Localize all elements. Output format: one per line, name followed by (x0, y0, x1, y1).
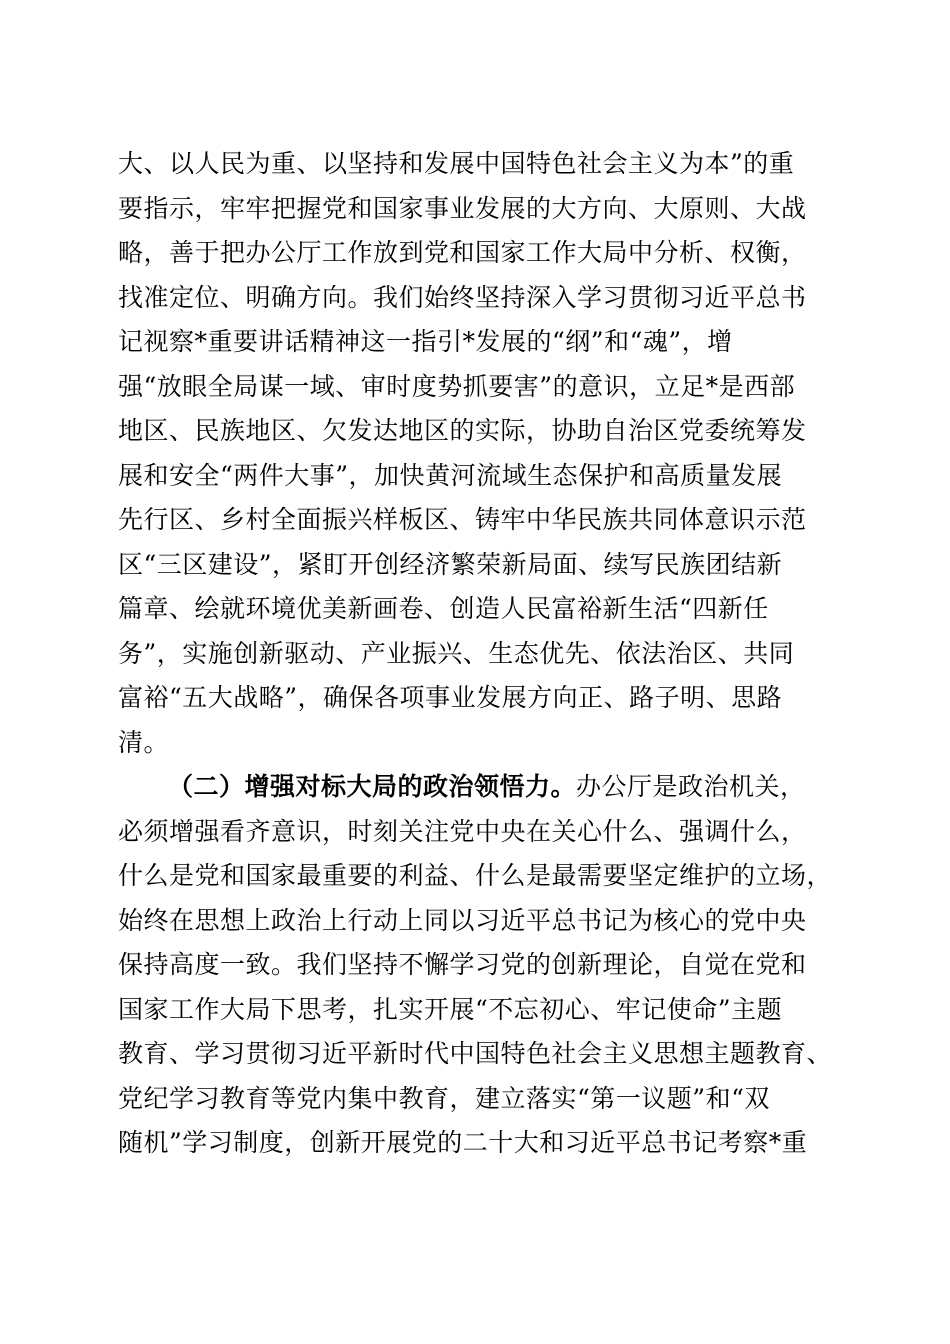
text-line: 展和安全“两件大事”，加快黄河流域生态保护和高质量发展 (118, 460, 783, 490)
text-line: 清。 (118, 727, 170, 757)
paragraph-2 (118, 765, 838, 1166)
text-line: 强“放眼全局谋一域、审时度势抓要害”的意识，立足*是西部 (118, 371, 796, 401)
text-line: 富裕“五大战略”，确保各项事业发展方向正、路子明、思路 (118, 683, 783, 712)
text-line: 篇章、绘就环境优美新画卷、创造人民富裕新生活“四新任 (118, 594, 769, 623)
text-line: 略，善于把办公厅工作放到党和国家工作大局中分析、权衡， (118, 238, 807, 267)
text-line: 务”，实施创新驱动、产业振兴、生态优先、依法治区、共同 (118, 638, 795, 668)
text-line: 地区、民族地区、欠发达地区的实际，协助自治区党委统筹发 (118, 416, 807, 445)
text-line: 什么是党和国家最重要的利益、什么是最需要坚定维护的立场， (118, 861, 833, 890)
text-line: 教育、学习贯彻习近平新时代中国特色社会主义思想主题教育、 (118, 1039, 833, 1068)
text-line: 国家工作大局下思考，扎实开展“不忘初心、牢记使命”主题 (118, 994, 783, 1024)
text-line: 找准定位、明确方向。我们始终坚持深入学习贯彻习近平总书 (118, 282, 807, 312)
text-line: 党纪学习教育等党内集中教育，建立落实“第一议题”和“双 (118, 1083, 770, 1113)
paragraph-1 (118, 142, 838, 765)
text-line: 保持高度一致。我们坚持不懈学习党的创新理论，自觉在党和 (118, 950, 807, 979)
text-line: 大、以人民为重、以坚持和发展中国特色社会主义为本”的重 (118, 149, 795, 178)
text-line: 随机”学习制度，创新开展党的二十大和习近平总书记考察*重 (118, 1128, 808, 1157)
text-span: 办公厅是政治机关， (576, 772, 806, 801)
section-heading: （二）增强对标大局的政治领悟力。 (168, 772, 577, 801)
text-line: 先行区、乡村全面振兴样板区、铸牢中华民族共同体意识示范 (118, 505, 807, 534)
text-line: 区“三区建设”，紧盯开创经济繁荣新局面、续写民族团结新 (118, 549, 783, 579)
text-line: 记视察*重要讲话精神这一指引*发展的“纲”和“魂”，增 (118, 327, 733, 356)
text-line: 始终在思想上政治上行动上同以习近平总书记为核心的党中央 (118, 905, 807, 935)
text-line: 要指示，牢牢把握党和国家事业发展的大方向、大原则、大战 (118, 193, 807, 223)
text-line: 必须增强看齐意识，时刻关注党中央在关心什么、强调什么， (118, 816, 807, 846)
paragraph-2-first-line (118, 765, 838, 810)
body-text (118, 142, 838, 1166)
